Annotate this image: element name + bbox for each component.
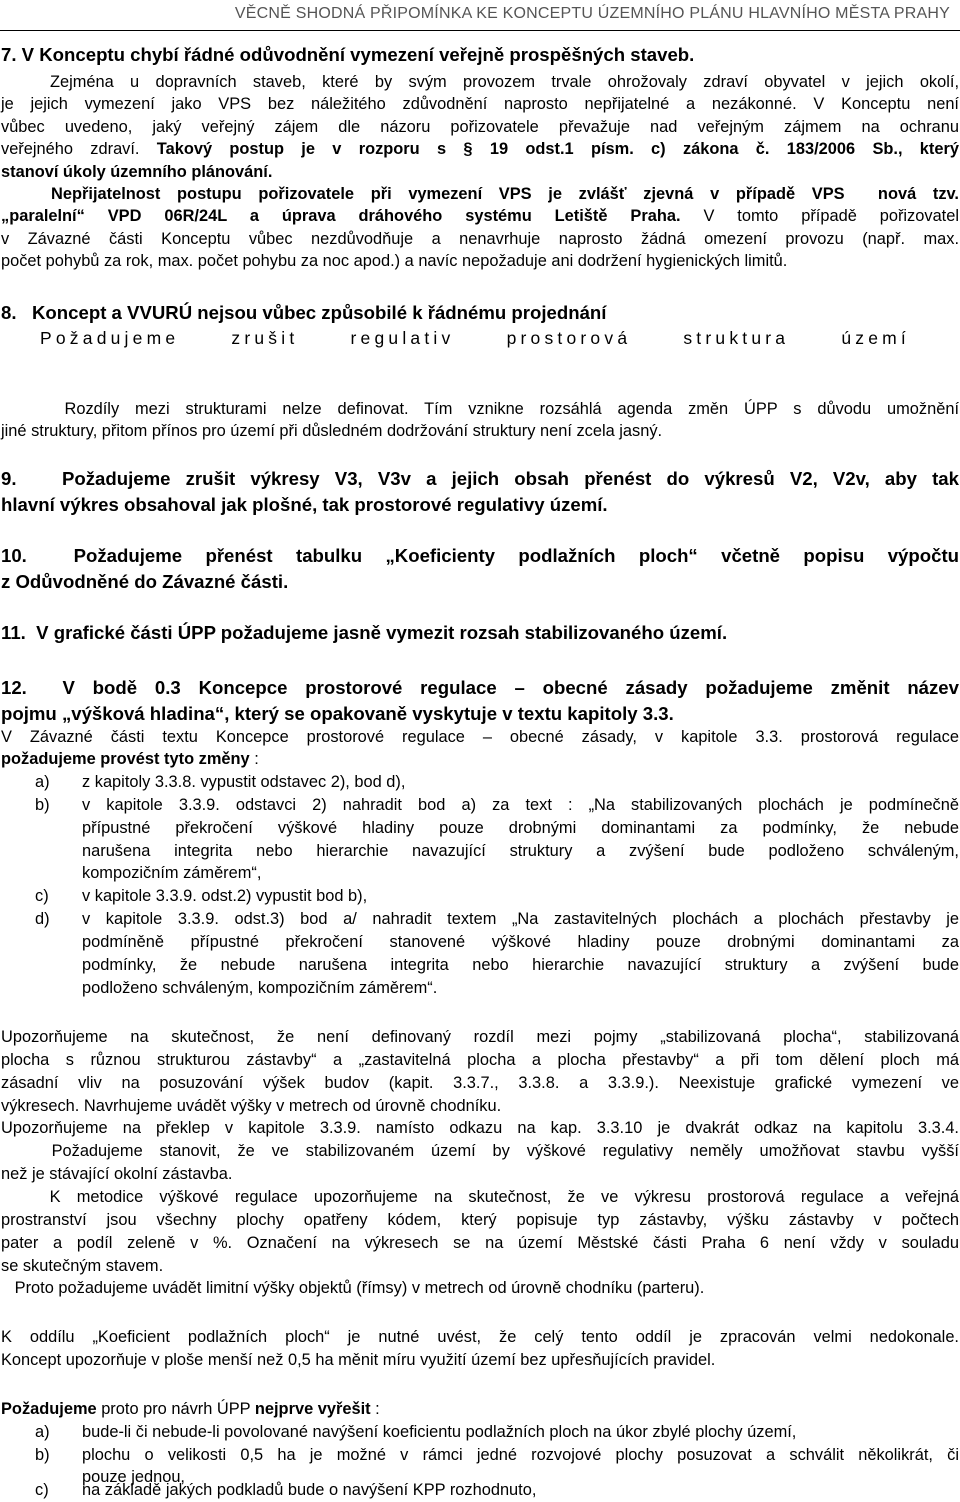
p2-line: K oddílu „Koeficient podlažních ploch“ je nutné uvést, že celý tento oddíl je zpracován velmi nedokonale. xyxy=(1,1328,959,1346)
s7-line-4b: Takový postup je v rozporu s § 19 odst.1 písm. c) zákona č. 183/2006 Sb., který xyxy=(156,140,959,158)
s7-line-7b: V tomto případě pořizovatel xyxy=(680,207,959,225)
p3-intro xyxy=(1,1398,380,1421)
section-7-heading: 7. V Konceptu chybí řádné odůvodnění vymezení veřejně prospěšných staveb. xyxy=(1,44,695,65)
s7-line-4a: veřejného zdraví. xyxy=(1,140,157,158)
list-item-text: podmínky, že nebude narušena integrita nebo hierarchie navazující struktury a zvýšení bude xyxy=(82,956,959,974)
list-item-text: podloženo schváleným, kompozičním záměrem“. xyxy=(82,979,438,997)
list-item-letter: a) xyxy=(35,773,50,791)
s7-line-7a: „paralelní“ VPD 06R/24L a úprava dráhového systému Letiště Praha. xyxy=(1,207,681,225)
p1-line: plocha s různou strukturou zástavby“ a „zastavitelná plocha a plocha přestavby“ a při tom dělení ploch má xyxy=(1,1051,959,1069)
p1-line: než je stávající okolní zástavba. xyxy=(1,1165,233,1183)
list-item-letter: c) xyxy=(35,1481,49,1499)
p1-line: výkresech. Navrhujeme uvádět výšky v metrech od úrovně chodníku. xyxy=(1,1097,502,1115)
s7-line-9: počet pohybů za rok, max. počet pohybu za noc apod.) a navíc nepožaduje ani dodržení hygienických limitů. xyxy=(1,252,788,270)
s12-line-4 xyxy=(1,748,259,771)
s12-line-4b: : xyxy=(249,750,259,768)
p1-line: Požadujeme stanovit, že ve stabilizovaném území by výškové regulativy neměly umožňovat stavbu vyšší xyxy=(1,1142,959,1160)
list-item-letter: b) xyxy=(35,1446,50,1464)
section-10-line-1: 10. Požadujeme přenést tabulku „Koeficienty podlažních ploch“ včetně popisu výpočtu xyxy=(1,545,959,566)
section-9-line-2: hlavní výkres obsahoval jak plošné, tak prostorové regulativy území. xyxy=(1,494,608,515)
section-10-line-2: z Odůvodněné do Závazné části. xyxy=(1,571,289,592)
list-item-text: na základě jakých podkladů bude o navýšení KPP rozhodnuto, xyxy=(82,1481,537,1499)
list-item-text: v kapitole 3.3.9. odst.3) bod a/ nahradit textem „Na zastavitelných plochách a plochách přestavby je xyxy=(82,910,959,928)
s12-line-3: V Závazné části textu Koncepce prostorové regulace – obecné zásady, v kapitole 3.3. prostorová regulace xyxy=(1,728,959,746)
list-item-letter: c) xyxy=(35,887,49,905)
p1-line: prostranství jsou všechny plochy opatřeny kódem, který popisuje typ zástavby, výšku zástavby v počtech xyxy=(1,1211,959,1229)
p3-b2: nejprve vyřešit xyxy=(254,1400,371,1418)
section-12-line-2: pojmu „výšková hladina“, který se opakovaně vyskytuje v textu kapitoly 3.3. xyxy=(1,703,674,724)
p3-t1: proto pro návrh ÚPP xyxy=(96,1400,255,1418)
section-8-heading: 8. Koncept a VVURÚ nejsou vůbec způsobilé k řádnému projednání xyxy=(1,302,607,323)
p2-line: Koncept upozorňuje v ploše menší než 0,5 ha měnit míru využití území bez upřesňujících pravidel. xyxy=(1,1351,716,1369)
section-12-line-1: 12. V bodě 0.3 Koncepce prostorové regulace – obecné zásady požadujeme změnit název xyxy=(1,677,959,698)
s7-line-4 xyxy=(1,138,959,161)
s8-spaced-line: Požadujeme zrušit regulativ prostorová struktura území xyxy=(40,328,910,348)
p1-line: Upozorňujeme na skutečnost, že není definovaný rozdíl mezi pojmy „stabilizovaná plocha“, stabilizovaná xyxy=(1,1028,959,1046)
p1-line: K metodice výškové regulace upozorňujeme na skutečnost, že ve výkresu prostorová regulace a veřejná xyxy=(1,1188,959,1206)
list-item-text: pouze jednou, xyxy=(82,1468,185,1486)
list-item-text: narušena integrita nebo hierarchie navazující struktury a zvýšení bude podloženo schváleným, xyxy=(82,842,959,860)
list-item-text: v kapitole 3.3.9. odstavci 2) nahradit bod a) za text : „Na stabilizovaných plochách je podmínečně xyxy=(82,796,959,814)
s7-line-5: stanoví úkoly územního plánování. xyxy=(1,163,273,181)
s7-line-1: Zejména u dopravních staveb, které by svým provozem trvale ohrožovaly zdraví obyvatel v jejich okolí, xyxy=(1,73,959,91)
section-11-line-1: 11. V grafické části ÚPP požadujeme jasně vymezit rozsah stabilizovaného území. xyxy=(1,622,728,643)
list-item-text: přípustné překročení výškové hladiny pouze drobnými dominantami za podmínky, že nebude xyxy=(82,819,959,837)
p1-line: zásadní vliv na posuzování výšek budov (kapit. 3.3.7., 3.3.8. a 3.3.9.). Neexistuje grafické vymezení ve xyxy=(1,1074,959,1092)
p3-t2: : xyxy=(370,1400,380,1418)
s12-line-4a: požadujeme provést tyto změny xyxy=(1,750,250,768)
s7-line-2: je jejich vymezení jako VPS bez náležitého zdůvodnění naprosto nepřijatelné a nezákonné. V Konceptu není xyxy=(1,95,959,113)
list-item-text: kompozičním záměrem“, xyxy=(82,864,262,882)
p1-line: Upozorňujeme na překlep v kapitole 3.3.9. namísto odkazu na kap. 3.3.10 je dvakrát odkaz na kapitolu 3.3.4. xyxy=(1,1119,959,1137)
section-9-line-1: 9. Požadujeme zrušit výkresy V3, V3v a jejich obsah přenést do výkresů V2, V2v, aby tak xyxy=(1,468,959,489)
list-item-text: podmíněně přípustné překročení stanovené výškové hladiny pouze drobnými dominantami za xyxy=(82,933,959,951)
s8-line-2: jiné struktury, přitom přínos pro území při důsledném dodržování struktury není zcela jasný. xyxy=(1,422,663,440)
page-header: VĚCNĚ SHODNÁ PŘIPOMÍNKA KE KONCEPTU ÚZEMNÍHO PLÁNU HLAVNÍHO MĚSTA PRAHY xyxy=(0,0,960,31)
list-item-letter: a) xyxy=(35,1423,50,1441)
p1-line: se skutečným stavem. xyxy=(1,1257,164,1275)
p3-b1: Požadujeme xyxy=(1,1400,97,1418)
s7-line-8: v Závazné části Konceptu vůbec nezdůvodňuje a nenavrhuje naprosto žádná omezení provozu (např. max. xyxy=(1,230,959,248)
list-item-text: z kapitoly 3.3.8. vypustit odstavec 2), bod d), xyxy=(82,773,406,791)
s7-line-6: Nepřijatelnost postupu pořizovatele při vymezení VPS je zvlášť zjevná v případě VPS nová tzv. xyxy=(1,185,959,203)
s7-line-7 xyxy=(1,205,959,228)
list-item-text: plochu o velikosti 0,5 ha je možné v rámci jedné rozvojové plochy posuzovat a schválit několikrát, či xyxy=(82,1446,959,1464)
list-item-text: bude-li či nebude-li povolované navýšení koeficientu podlažních ploch na úkor zbylé plochy území, xyxy=(82,1423,797,1441)
list-item-letter: d) xyxy=(35,910,50,928)
s8-line-1: Rozdíly mezi strukturami nelze definovat. Tím vznikne rozsáhlá agenda změn ÚPP s důvodu umožnění xyxy=(1,400,959,418)
p1-line: pater a podíl zeleně v %. Označení na výkresech se na území Městské části Praha 6 není vždy v souladu xyxy=(1,1234,959,1252)
p1-line: Proto požadujeme uvádět limitní výšky objektů (římsy) v metrech od úrovně chodníku (parteru). xyxy=(1,1279,705,1297)
s7-line-3: vůbec uvedeno, jaký veřejný zájem dle názoru pořizovatele převažuje nad veřejným zájmem na ochranu xyxy=(1,118,959,136)
list-item-letter: b) xyxy=(35,796,50,814)
list-item-text: v kapitole 3.3.9. odst.2) vypustit bod b), xyxy=(82,887,368,905)
